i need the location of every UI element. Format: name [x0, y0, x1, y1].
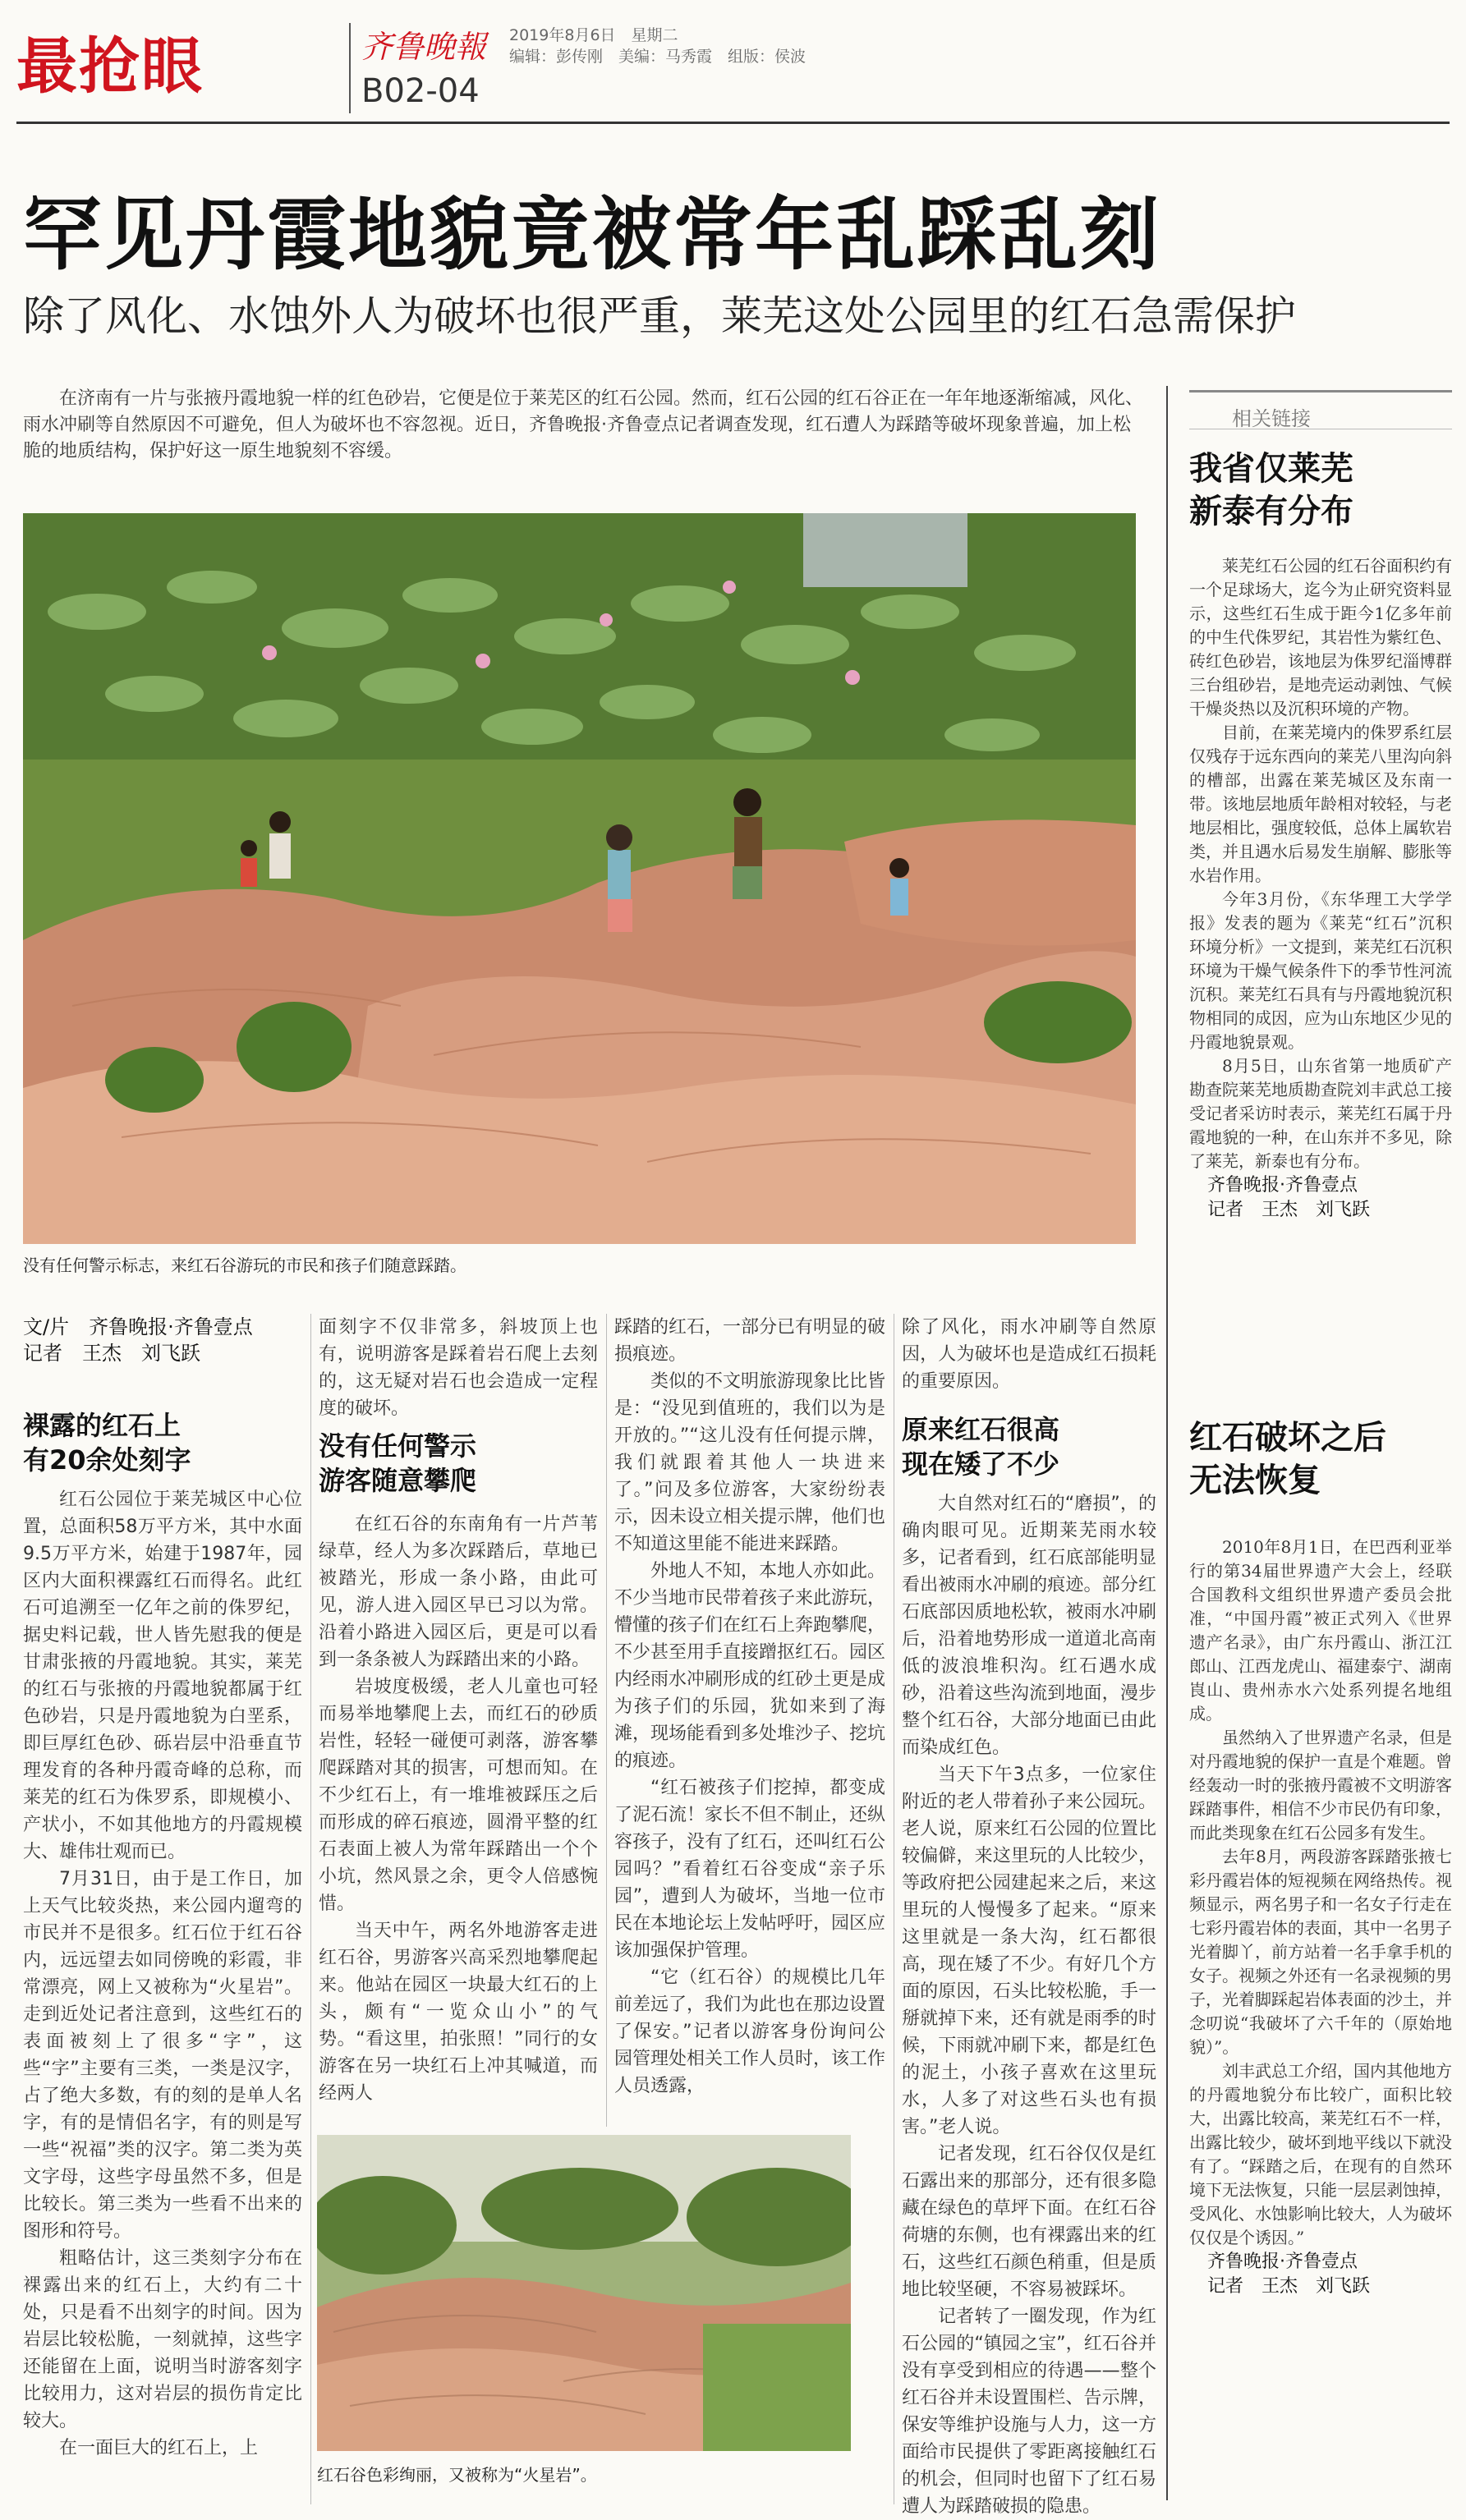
paragraph: 记者转了一圈发现，作为红石公园的“镇园之宝”，红石谷并没有享受到相应的待遇——整个红石谷并未设置围栏、告示牌，保安等维护设施与人力，这一方面给市民提供了零距离接触红石的机会，但同时也留下了红石易遭人为踩踏破损的隐患。 [902, 2307, 1156, 2517]
paragraph: 当天中午，两名外地游客走进红石谷，男游客兴高采烈地攀爬起来。他站在园区一块最大红石的上头，颇有“一览众山小”的气势。“看这里，拍张照！”同行的女游客在另一块红石上冲其喊道，而经两人 [319, 1921, 598, 2104]
sidebar-byline-line: 记者 王杰 刘飞跃 [1207, 1200, 1371, 1220]
paragraph: 外地人不知，本地人亦如此。不少当地市民带着孩子来此游玩，懵懂的孩子们在红石上奔跑攀爬，不少甚至用手直接蹭抠红石。园区内经雨水冲刷形成的红砂土更是成为孩子们的乐园，犹如来到了海滩，现场能看到多处堆沙子、挖坑的痕迹。 [614, 1561, 886, 1771]
secondary-photo [317, 2135, 851, 2451]
paragraph: 记者发现，红石谷仅仅是红石露出来的那部分，还有很多隐藏在绿色的草坪下面。在红石谷荷塘的东侧，也有裸露出来的红石，这些红石颜色稍重，但是质地比较坚硬，不容易被踩坏。 [902, 2144, 1156, 2300]
sidebar-body-2 [1189, 1535, 1452, 2299]
paragraph: 除了风化，雨水冲刷等自然原因，人为破坏也是造成红石损耗的重要原因。 [902, 1317, 1156, 1392]
sidebar-body-1 [1189, 554, 1452, 1223]
column-1 [23, 1486, 302, 2462]
sidebar-byline-line: 齐鲁晚报·齐鲁壹点 [1207, 2251, 1358, 2272]
column-2-top [319, 1314, 598, 1422]
column-3 [614, 1314, 885, 2100]
section-heading-2: 没有任何警示 游客随意攀爬 [319, 1430, 477, 1496]
paragraph: “它（红石谷）的规模比几年前差远了，我们为此也在那边设置了保安。”记者以游客身份询问公园管理处相关工作人员时，该工作人员透露， [614, 1967, 886, 2096]
column-4 [902, 1490, 1156, 2520]
sidebar-tag: 相关链接 [1232, 407, 1311, 430]
byline-line-1: 文/片 齐鲁晚报·齐鲁壹点 [23, 1315, 253, 1338]
paragraph: 岩坡度极缓，老人儿童也可轻而易举地攀爬上去，而红石的砂质岩性，轻轻一碰便可剥落，游客攀爬踩踏对其的损害，可想而知。在不少红石上，有一堆堆被踩压之后而形成的碎石痕迹，圆滑平整的红石表面上被人为常年踩踏出一个个小坑，然风景之余，更令人倍感惋惜。 [319, 1677, 598, 1914]
sidebar-byline-line: 记者 王杰 刘飞跃 [1207, 2276, 1371, 2297]
secondary-photo-caption: 红石谷色彩绚丽，又被称为“火星岩”。 [317, 2465, 597, 2485]
paragraph: “红石被孩子们挖掉，都变成了泥石流！家长不但不制止，还纵容孩子，没有了红石，还叫红石公园吗？”看着红石谷变成“亲子乐园”，遭到人为破坏，当地一位市民在本地论坛上发帖呼吁，园区应该加强保护管理。 [614, 1778, 886, 1961]
headline: 罕见丹霞地貌竟被常年乱踩乱刻 [23, 189, 1161, 281]
byline-line-2: 记者 王杰 刘飞跃 [23, 1342, 200, 1365]
paragraph: 虽然纳入了世界遗产名录，但是对丹霞地貌的保护一直是个难题。曾经轰动一时的张掖丹霞被不文明游客踩踏事件，相信不少市民仍有印象，而此类现象在红石公园多有发生。 [1189, 1728, 1452, 1843]
paragraph: 在一面巨大的红石上，上 [59, 2438, 259, 2458]
paragraph: 面刻字不仅非常多，斜坡顶上也有，说明游客是踩着岩石爬上去刻的，这无疑对岩石也会造成一定程度的破坏。 [319, 1317, 598, 1419]
paragraph: 去年8月，两段游客踩踏张掖七彩丹霞岩体的短视频在网络热传。视频显示，两名男子和一名女子行走在七彩丹霞岩体的表面，其中一名男子光着脚丫，前方站着一名手拿手机的女子。视频之外还有一名录视频的男子，光着脚踩起岩体表面的沙土，并念叨说“我破坏了六千年的（原始地貌）”。 [1189, 1847, 1452, 2057]
section-heading-1: 裸露的红石上 有20余处刻字 [23, 1410, 191, 1476]
paragraph: 踩踏的红石，一部分已有明显的破损痕迹。 [614, 1317, 886, 1365]
header-divider [349, 23, 351, 113]
lead-paragraph: 在济南有一片与张掖丹霞地貌一样的红色砂岩，它便是位于莱芜区的红石公园。然而，红石公园的红石谷正在一年年地逐渐缩减，风化、雨水冲刷等自然原因不可避免，但人为破坏也不容忽视。近日，齐鲁晚报·齐鲁壹点记者调查发现，红石遭人为踩踏等破坏现象普遍，加上松脆的地质结构，保护好这一原生地貌刻不容缓。 [23, 388, 1144, 461]
issue-date: 2019年8月6日 星期二 [509, 26, 678, 44]
sidebar-heading-1: 我省仅莱芜 新泰有分布 [1189, 450, 1353, 530]
sidebar-tag-box [1189, 390, 1452, 429]
paragraph: 类似的不文明旅游现象比比皆是：“没见到值班的，我们以为是开放的。”“这儿没有任何提示牌，我们就跟着其他人一块进来了。”问及多位游客，大家纷纷表示，因未设立相关提示牌，他们也不知道这里能不能进来踩踏。 [614, 1371, 886, 1554]
section-title: 最抢眼 [16, 31, 204, 102]
paragraph: 8月5日，山东省第一地质矿产勘查院莱芜地质勘查院刘丰武总工接受记者采访时表示，莱芜红石属于丹霞地貌的一种，在山东并不多见，除了莱芜，新泰也有分布。 [1189, 1056, 1452, 1171]
paragraph: 今年3月份，《东华理工大学学报》发表的题为《莱芜“红石”沉积环境分析》一文提到，莱芜红石沉积环境为干燥气候条件下的季节性河流沉积。莱芜红石具有与丹霞地貌沉积物相同的成因，应为山东地区少见的丹霞地貌景观。 [1189, 889, 1452, 1052]
sidebar-byline-2 [1189, 2250, 1452, 2299]
sidebar-byline-1 [1189, 1173, 1452, 1223]
sidebar-divider [1166, 386, 1168, 2500]
sidebar-heading-2: 红石破坏之后 无法恢复 [1189, 1419, 1386, 1499]
subheadline: 除了风化、水蚀外人为破坏也很严重，莱芜这处公园里的红石急需保护 [23, 292, 1296, 340]
column-4-top [902, 1314, 1156, 1395]
page-number: B02-04 [361, 72, 480, 110]
paragraph: 当天下午3点多，一位家住附近的老人带着孙子来公园玩。老人说，原来红石公园的位置比较偏僻，来这里玩的人比较少，等政府把公园建起来之后，来这里玩的人慢慢多了起来。“原来这里就是一条大沟，红石都很高，现在矮了不少。有好几个方面的原因，石头比较松脆，手一掰就掉下来，还有就是雨季的时候，下雨就冲刷下来，都是红色的泥土，小孩子喜欢在这里玩水，人多了对这些石头也有损害。”老人说。 [902, 1765, 1156, 2137]
paragraph: 莱芜红石公园的红石谷面积约有一个足球场大，迄今为止研究资料显示，这些红石生成于距今1亿多年前的中生代侏罗纪，其岩性为紫红色、砖红色砂岩，该地层为侏罗纪淄博群三台组砂岩，是地壳运动剥蚀、气候干燥炎热以及沉积环境的产物。 [1189, 556, 1452, 718]
paragraph: 刘丰武总工介绍，国内其他地方的丹霞地貌分布比较广，面积比较大，出露比较高，莱芜红石不一样，出露比较少，破坏到地平线以下就没有了。“踩踏之后，在现有的自然环境下无法恢复，只能一层层剥蚀掉，受风化、水蚀影响比较大，人为破坏仅仅是个诱因。” [1189, 2061, 1452, 2247]
paragraph: 2010年8月1日，在巴西利亚举行的第34届世界遗产大会上，经联合国教科文组织世界遗产委员会批准，“中国丹霞”被正式列入《世界遗产名录》，由广东丹霞山、浙江江郎山、江西龙虎山、福建泰宁、湖南崀山、贵州赤水六处系列提名地组成。 [1189, 1537, 1452, 1724]
paragraph: 红石公园位于莱芜城区中心位置，总面积58万平方米，其中水面9.5万平方米，始建于1987年，园区内大面积裸露红石而得名。此红石可追溯至一亿年之前的侏罗纪，据史料记载，世人皆先慰我的便是甘肃张掖的丹霞地貌。其实，莱芜的红石与张掖的丹霞地貌都属于红色砂岩，只是丹霞地貌为白垩系，即巨厚红色砂、砾岩层中沿垂直节理发育的各种丹霞奇峰的总称，而莱芜的红石为侏罗系，即规模小、产状小，不如其他地方的丹霞规模大、雄伟壮观而已。 [23, 1490, 302, 1862]
paragraph: 在红石谷的东南角有一片芦苇绿草，经人为多次踩踏后，草地已被踏光，形成一条小路，由此可见，游人进入园区早已习以为常。沿着小路进入园区后，更是可以看到一条条被人为踩踏出来的小路。 [319, 1514, 598, 1670]
paragraph: 大自然对红石的“磨损”，的确肉眼可见。近期莱芜雨水较多，记者看到，红石底部能明显看出被雨水冲刷的痕迹。部分红石底部因质地松软，被雨水冲刷后，沿着地势形成一道道北高南低的波浪堆积沟。红石遇水成砂，沿着这些沟流到地面，漫步整个红石谷，大部分地面已由此而染成红色。 [902, 1494, 1156, 1758]
newspaper-logo: 齐鲁晚報 [361, 29, 487, 65]
column-2 [319, 1511, 598, 2107]
paragraph: 粗略估计，这三类刻字分布在裸露出来的红石上，大约有二十处，只是看不出刻字的时间。因为岩层比较松脆，一刻就掉，这些字还能留在上面，说明当时游客刻字比较用力，这对岩层的损伤肯定比较大。 [23, 2248, 302, 2431]
column-separator [606, 1314, 607, 2127]
main-photo [23, 513, 1136, 1244]
article-byline [23, 1314, 302, 1366]
header-rule [16, 122, 1450, 124]
paragraph: 目前，在莱芜境内的侏罗系红层仅残存于远东西向的莱芜八里沟向斜的槽部，出露在莱芜城区及东南一带。该地层地质年龄相对较轻，与老地层相比，强度较低，总体上属软岩类，并且遇水后易发生崩解、膨胀等水岩作用。 [1189, 723, 1452, 885]
paragraph: 7月31日，由于是工作日，加上天气比较炎热，来公园内遛弯的市民并不是很多。红石位于红石谷内，远远望去如同傍晚的彩霞，非常漂亮，网上又被称为“火星岩”。走到近处记者注意到，这些红石的表面被刻上了很多“字”，这些“字”主要有三类，一类是汉字，占了绝大多数，有的刻的是单人名字，有的是情侣名字，有的则是写一些“祝福”类的汉字。第二类为英文字母，这些字母虽然不多，但是比较长。第三类为一些看不出来的图形和符号。 [23, 1869, 302, 2242]
section-heading-3: 原来红石很高 现在矮了不少 [902, 1414, 1060, 1480]
editors-credit: 编辑：彭传刚 美编：马秀霞 组版：侯波 [509, 48, 807, 66]
column-separator [310, 1314, 311, 2504]
main-photo-caption: 没有任何警示标志，来红石谷游玩的市民和孩子们随意踩踏。 [23, 1255, 466, 1275]
sidebar-byline-line: 齐鲁晚报·齐鲁壹点 [1207, 1175, 1358, 1196]
